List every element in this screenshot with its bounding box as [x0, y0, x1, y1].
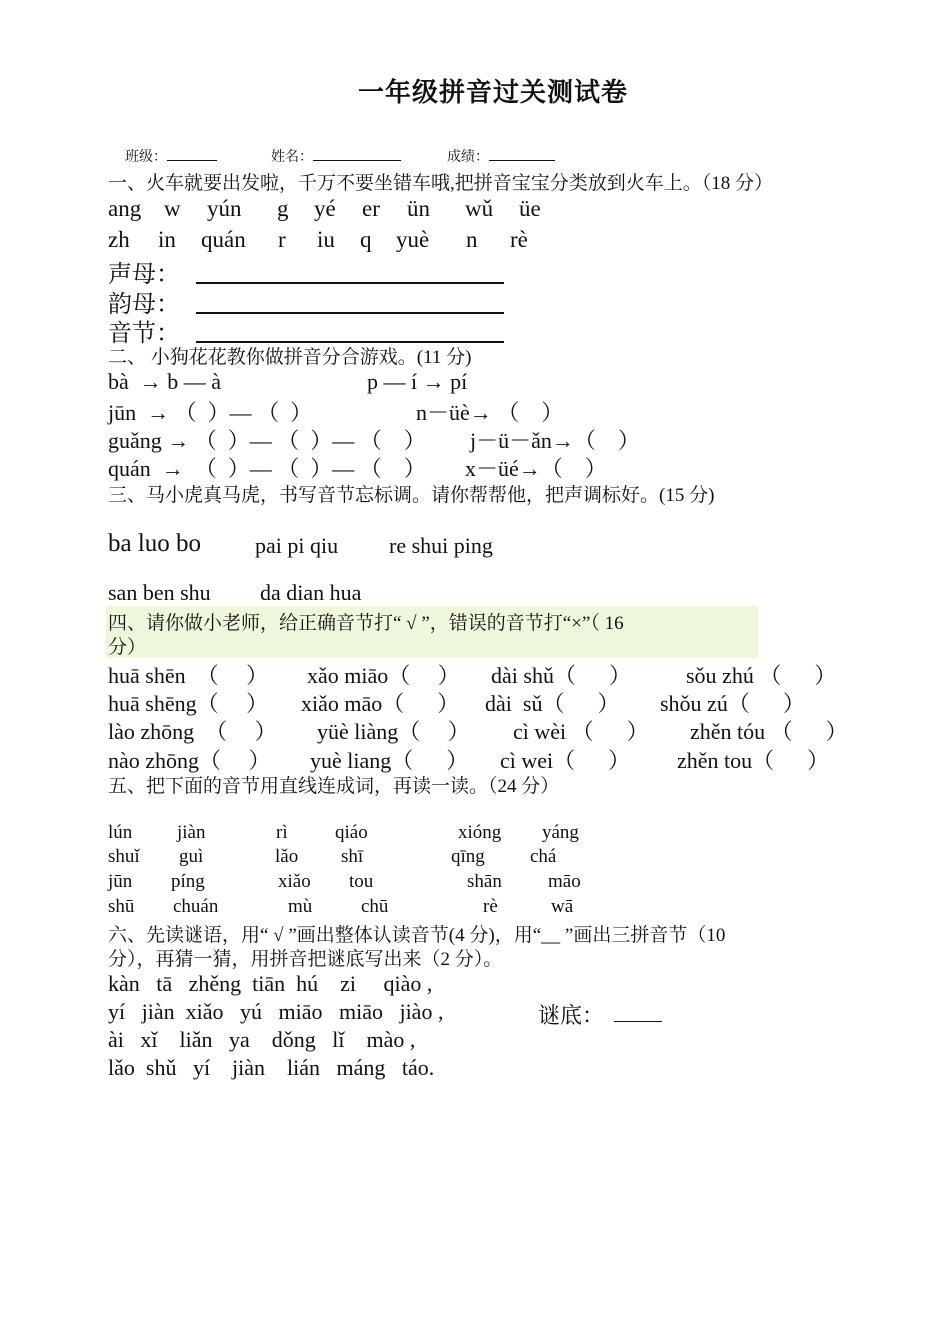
match-syllable[interactable]: shī — [341, 846, 364, 867]
syllable: r — [278, 227, 286, 252]
check-item[interactable]: lào zhōng （ ） — [108, 719, 277, 744]
class-field[interactable] — [118, 130, 217, 166]
initials-answer-line[interactable] — [196, 261, 504, 284]
match-syllable[interactable]: qiáo — [335, 822, 368, 843]
check-item[interactable]: huā shēng（ ） — [108, 691, 269, 716]
check-item[interactable]: dài sǔ（ ） — [485, 691, 620, 716]
riddle-answer-blank[interactable] — [614, 1008, 662, 1022]
syllable: yún — [207, 196, 242, 221]
syllables-answer-line[interactable] — [196, 320, 504, 343]
syllable: w — [164, 196, 181, 221]
riddle-line: yí jiàn xiǎo yú miāo miāo jiào , — [108, 999, 444, 1024]
check-item[interactable]: yüè liàng（ ） — [317, 719, 470, 744]
initials-label: 声母： — [108, 262, 180, 288]
match-syllable[interactable]: guì — [179, 846, 204, 867]
split-item: bà → b — à — [108, 369, 222, 394]
syllable: üe — [519, 196, 541, 221]
score-field[interactable] — [440, 130, 555, 166]
tone-word: ba luo bo — [108, 530, 202, 557]
name-blank[interactable] — [313, 146, 401, 161]
match-syllable[interactable]: lún — [108, 822, 133, 843]
check-item[interactable]: xiǎo māo（ ） — [301, 691, 460, 716]
syllable: zh — [108, 227, 130, 252]
match-syllable[interactable]: shū — [108, 896, 135, 917]
syllable: er — [362, 196, 380, 221]
split-item[interactable]: guǎng → （ ）— （ ）— （ ） — [108, 428, 426, 453]
combine-item[interactable]: n－üè→ （ ） — [416, 400, 564, 425]
finals-label: 韵母： — [108, 292, 180, 318]
syllable: iu — [317, 227, 335, 252]
class-blank[interactable] — [167, 146, 217, 161]
score-blank[interactable] — [489, 146, 555, 161]
split-item[interactable]: quán → （ ）— （ ）— （ ） — [108, 456, 426, 481]
section-3-heading: 三、马小虎真马虎，书写音节忘标调。请你帮帮他，把声调标好。(15 分) — [108, 485, 715, 506]
combine-item: p — í → pí — [367, 369, 468, 394]
tone-word: pai pi qiu — [255, 533, 339, 558]
check-item[interactable]: nào zhōng（ ） — [108, 748, 271, 773]
riddle-line: ài xǐ liǎn ya dǒng lǐ mào , — [108, 1027, 416, 1052]
finals-answer-line[interactable] — [196, 291, 504, 314]
match-syllable[interactable]: mù — [288, 896, 313, 917]
score-label: 成绩： — [447, 150, 489, 165]
tone-word: re shui ping — [389, 533, 493, 558]
check-item[interactable]: sǒu zhú （ ） — [686, 663, 837, 688]
check-item[interactable]: huā shēn （ ） — [108, 663, 269, 688]
check-item[interactable]: cì wèi （ ） — [513, 719, 649, 744]
syllable: quán — [201, 227, 246, 252]
syllable: in — [158, 227, 176, 252]
match-syllable[interactable]: wā — [551, 896, 574, 917]
riddle-line: kàn tā zhěng tiān hú zi qiào , — [108, 971, 433, 996]
class-label: 班级： — [125, 150, 167, 165]
syllables-label: 音节： — [108, 321, 180, 347]
match-syllable[interactable]: shuǐ — [108, 846, 140, 867]
section-5-heading: 五、把下面的音节用直线连成词，再读一读。（24 分） — [108, 776, 560, 797]
syllable: ang — [108, 196, 142, 221]
combine-item[interactable]: j－ü－ǎn→（ ） — [470, 428, 640, 453]
match-syllable[interactable]: chá — [530, 846, 557, 867]
syllable: g — [277, 196, 289, 221]
match-syllable[interactable]: chū — [361, 896, 389, 917]
match-syllable[interactable]: jiàn — [177, 822, 206, 843]
page-title: 一年级拼音过关测试卷 — [357, 78, 628, 108]
riddle-line: lǎo shǔ yí jiàn lián máng táo. — [108, 1055, 435, 1080]
name-label: 姓名： — [271, 150, 313, 165]
syllable: rè — [510, 227, 528, 252]
check-item[interactable]: xǎo miāo（ ） — [307, 663, 460, 688]
syllable: n — [466, 227, 478, 252]
match-syllable[interactable]: rì — [276, 822, 288, 843]
match-syllable[interactable]: jūn — [108, 871, 133, 892]
syllable: yé — [314, 196, 336, 221]
match-syllable[interactable]: rè — [483, 896, 498, 917]
section-4-heading: 四、请你做小老师，给正确音节打“ √ ”，错误的音节打“×”（ 16 — [108, 613, 624, 634]
match-syllable[interactable]: tou — [349, 871, 374, 892]
match-syllable[interactable]: māo — [548, 871, 581, 892]
check-item[interactable]: dài shǔ（ ） — [491, 663, 631, 688]
syllable: yuè — [396, 227, 430, 252]
tone-word: da dian hua — [260, 580, 362, 605]
tone-word: san ben shu — [108, 580, 211, 605]
syllable: ün — [407, 196, 430, 221]
syllable: q — [360, 227, 372, 252]
check-item[interactable]: cì wei（ ） — [500, 748, 631, 773]
combine-item[interactable]: x－üé→（ ） — [465, 456, 607, 481]
section-2-heading: 二、 小狗花花教你做拼音分合游戏。(11 分) — [108, 347, 472, 368]
match-syllable[interactable]: shān — [467, 871, 502, 892]
match-syllable[interactable]: chuán — [173, 896, 219, 917]
match-syllable[interactable]: yáng — [542, 822, 579, 843]
check-item[interactable]: zhěn tóu （ ） — [690, 719, 848, 744]
name-field[interactable] — [264, 130, 401, 166]
check-item[interactable]: zhěn tou（ ） — [677, 748, 830, 773]
split-item[interactable]: jūn → （ ）— （ ） — [108, 400, 313, 425]
match-syllable[interactable]: xióng — [458, 822, 502, 843]
check-item[interactable]: shǒu zú（ ） — [660, 691, 805, 716]
match-syllable[interactable]: lǎo — [275, 846, 299, 867]
check-item[interactable]: yuè liang（ ） — [310, 748, 469, 773]
section-1-heading: 一、火车就要出发啦，千万不要坐错车哦,把拼音宝宝分类放到火车上。（18 分） — [108, 173, 774, 194]
section-4-heading-cont: 分） — [108, 637, 147, 658]
riddle-answer-label: 谜底： — [538, 1003, 605, 1028]
section-6-heading: 六、先读谜语，用“ √ ”画出整体认读音节(4 分)，用“__ ”画出三拼音节（10 — [108, 925, 726, 946]
match-syllable[interactable]: qīng — [451, 846, 485, 867]
match-syllable[interactable]: xiǎo — [278, 871, 311, 892]
syllable: wǔ — [465, 196, 494, 221]
match-syllable[interactable]: píng — [171, 871, 205, 892]
section-6-heading-cont: 分），再猜一猜，用拼音把谜底写出来（2 分）。 — [108, 949, 503, 970]
